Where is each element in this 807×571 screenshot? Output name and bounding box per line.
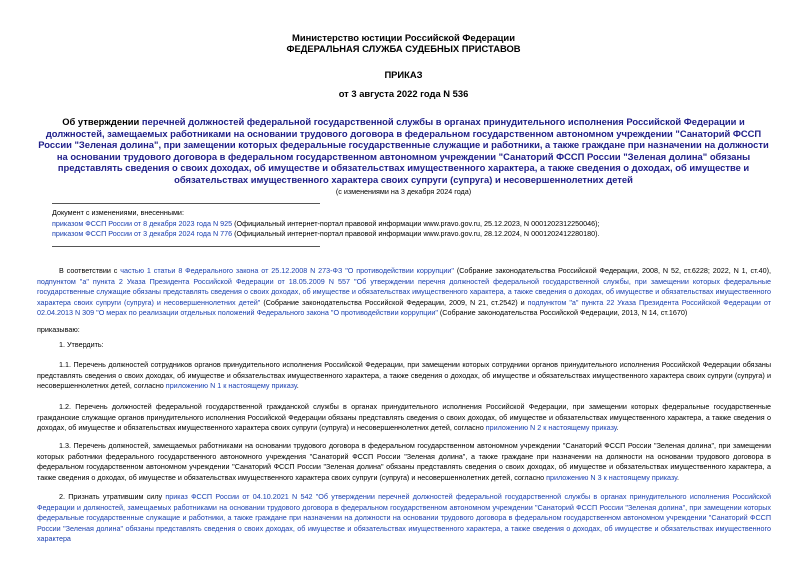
- clause-1-1: [37, 360, 771, 392]
- service-name: ФЕДЕРАЛЬНАЯ СЛУЖБА СУДЕБНЫХ ПРИСТАВОВ: [286, 43, 521, 54]
- order-word: приказываю:: [37, 325, 80, 334]
- amendment-link[interactable]: приказом ФССП России от 3 декабря 2024 года N 776: [52, 229, 233, 238]
- amendment-source: (Официальный интернет-портал правовой информации www.pravo.gov.ru, 25.12.2023, N 0001202312250046);: [232, 218, 600, 228]
- clause-text: 1.3. Перечень должностей, замещаемых работниками на основании трудового договора в федеральном государственном автономном учреждении "Санаторий ФССП России "Зеленая долина", при замещении которых работники федерального государственного автономного учреждения "Санаторий ФССП России "Зеленая долина", а также граждане при назначении на должности на основании трудового договора в федеральном государственном автономном учреждении "Санаторий ФССП России "Зеленая долина" обязаны представлять сведения о своих доходах, об имуществе и обязательствах имущественного характера, а также сведения о доходах, об имуществе и обязательствах имущественного характера своих супруги (супруга) и несовершеннолетних детей, согласно: [37, 441, 771, 482]
- document-title: [34, 116, 773, 186]
- decree-link[interactable]: подпунктом "а" пункта 22 Указа Президента Российской Федерации от 02.04.2013 N 309 "О мерах по реализации отдельных положений Федерального закона "О противодействии коррупции": [37, 297, 771, 318]
- clause-2: [37, 492, 771, 568]
- title-link[interactable]: перечней должностей федеральной государственной службы в органах принудительного исполнения Российской Федерации и должностей, замещаемых работниками на основании трудового договора в федеральном государственном автономном учреждении "Санаторий ФССП России "Зеленая долина", при замещении которых федеральные государственные служащие и работники, а также граждане при назначении на должности на основании трудового договора в федеральном государственном автономном учреждении "Санаторий ФССП России "Зеленая долина" обязаны представлять сведения о своих доходах, об имуществе и обязательствах имущественного характера, а также сведения о доходах, об имуществе и обязательствах имущественного характера своих супруги (супруга) и несовершеннолетних детей: [38, 116, 769, 185]
- clause-text: 1.1. Перечень должностей сотрудников органов принудительного исполнения Российской Федерации, при замещении которых сотрудники органов принудительного исполнения Российской Федерации обязаны представлять сведения о своих доходах, об имуществе и обязательствах имущественного характера, а также сведения о доходах, об имуществе и обязательствах имущественного характера своих супруги (супруга) и несовершеннолетних детей, согласно: [37, 360, 771, 391]
- divider-bottom: [52, 246, 320, 247]
- approve-heading: 1. Утвердить:: [59, 340, 104, 349]
- title-lead: Об утверждении: [62, 116, 142, 127]
- preamble: [37, 266, 771, 319]
- clause-end: .: [677, 472, 680, 482]
- amendment-link[interactable]: приказом ФССП России от 8 декабря 2023 года N 925: [52, 218, 233, 228]
- amendment-source: (Официальный интернет-портал правовой информации www.pravo.gov.ru, 28.12.2024, N 0001202412280180).: [232, 229, 600, 238]
- preamble-text: (Собрание законодательства Российской Федерации, 2009, N 21, ст.2542) и: [260, 297, 528, 307]
- document-date-number: от 3 августа 2022 года N 536: [338, 88, 469, 99]
- divider-top: [52, 203, 320, 204]
- amendment-item: [52, 229, 772, 240]
- appendix-link[interactable]: приложению N 1 к настоящему приказу: [165, 381, 297, 391]
- changes-note: (с изменениями на 3 декабря 2024 года): [335, 187, 472, 196]
- preamble-text: (Собрание законодательства Российской Федерации, 2008, N 52, ст.6228; 2022, N 1, ст.40),: [453, 266, 771, 275]
- clause-text: 2. Признать утратившим силу: [59, 492, 166, 501]
- clause-end: .: [616, 423, 619, 433]
- repealed-order-link[interactable]: приказ ФССП России от 04.10.2021 N 542 "Об утверждении перечней должностей федеральной государственной службы в органах принудительного исполнения Российской Федерации и должностей, замещаемых работниками на основании трудового договора в федеральном государственном автономном учреждении "Санаторий ФССП России "Зеленая долина", при замещении которых федеральные государственные служащие и работники, а также граждане при назначении на должности на основании трудового договора в федеральном государственном автономном учреждении "Санаторий ФССП России "Зеленая долина" обязаны представлять сведения о своих доходах, об имуществе и обязательствах имущественного характера, а также сведения о доходах, об имуществе и обязательствах имущественного характера: [37, 492, 771, 544]
- amendment-item: [52, 219, 772, 230]
- appendix-link[interactable]: приложению N 2 к настоящему приказу: [485, 423, 617, 433]
- amendments-intro: Документ с изменениями, внесенными:: [52, 208, 184, 217]
- document-type: ПРИКАЗ: [384, 69, 423, 80]
- clause-end: .: [296, 381, 299, 391]
- clause-text: 1.2. Перечень должностей федеральной государственной гражданской службы в органах принудительного исполнения Российской Федерации, при замещении которых федеральные государственные гражданские служащие органов принудительного исполнения Российской Федерации обязаны представлять сведения о своих доходах, об имуществе и обязательствах имущественного характера, а также сведения о доходах, об имуществе и обязательствах имущественного характера своих супруги (супруга) и несовершеннолетних детей, согласно: [37, 402, 771, 433]
- law-link[interactable]: частью 1 статьи 8 Федерального закона от 25.12.2008 N 273-ФЗ "О противодействии коррупции": [120, 266, 454, 275]
- preamble-text: (Собрание законодательства Российской Федерации, 2013, N 14, ст.1670): [437, 308, 688, 318]
- ministry-name: Министерство юстиции Российской Федерации: [292, 32, 515, 43]
- amendments-box: [52, 208, 772, 240]
- appendix-link[interactable]: приложению N 3 к настоящему приказу: [546, 472, 678, 482]
- clause-1-2: [37, 402, 771, 434]
- preamble-text: В соответствии с: [59, 266, 121, 275]
- decree-link[interactable]: подпунктом "а" пункта 2 Указа Президента Российской Федерации от 18.05.2009 N 557 "Об утверждении перечня должностей федеральной государственной службы, при замещении которых федеральные государственные служащие обязаны представлять сведения о своих доходах, об имуществе и обязательствах имущественного характера, а также сведения о доходах, об имуществе и обязательствах имущественного характера своих супруги (супруга) и несовершеннолетних детей": [37, 276, 771, 307]
- clause-1-3: [37, 441, 771, 483]
